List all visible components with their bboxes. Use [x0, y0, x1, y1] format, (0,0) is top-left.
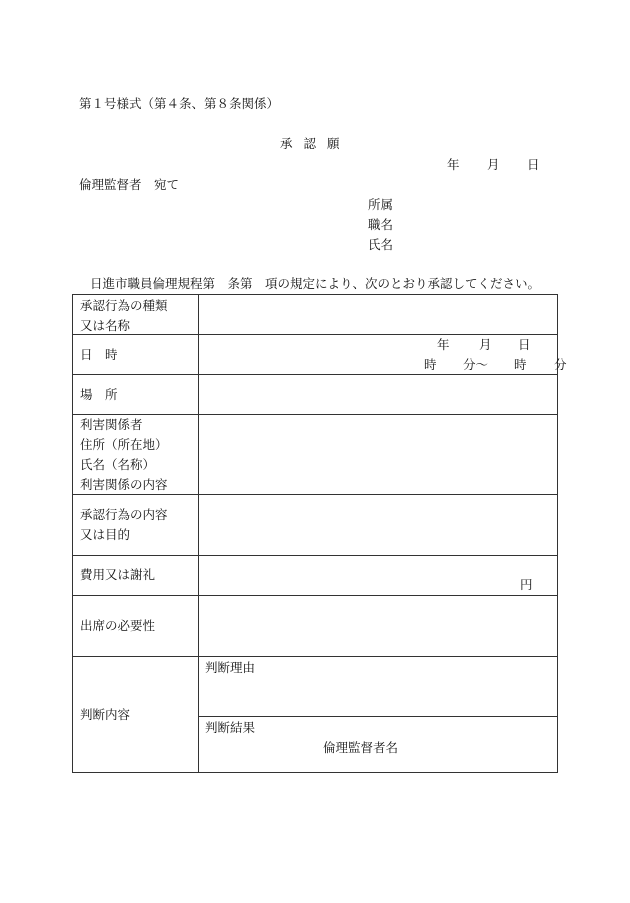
row-judgment-reason — [73, 657, 558, 717]
place-label: 場 所 — [80, 387, 118, 402]
label-line: 承認行為の内容 — [80, 507, 168, 522]
label-line: 利害関係者 — [80, 417, 143, 432]
applicant-position-label: 職名 — [368, 217, 394, 232]
label-line: 又は目的 — [80, 527, 131, 542]
datetime-label: 日 時 — [80, 347, 118, 362]
label-line: 住所（所在地） — [80, 437, 168, 452]
yen-unit: 円 — [520, 577, 533, 592]
row-expense — [73, 556, 558, 596]
row-place — [73, 375, 558, 415]
activity-purpose-field[interactable] — [199, 495, 558, 556]
row-datetime — [73, 335, 558, 375]
date-day-label: 日 — [527, 157, 540, 172]
place-field[interactable] — [199, 375, 558, 415]
date-month-label: 月 — [487, 157, 500, 172]
date-year-label: 年 — [447, 157, 460, 172]
label-cell — [73, 415, 199, 495]
label-line: 又は名称 — [80, 318, 131, 333]
label-line: 利害関係の内容 — [80, 477, 168, 492]
datetime-start-hour: 時 — [424, 357, 437, 372]
label-cell — [73, 556, 199, 596]
label-cell — [73, 596, 199, 657]
expense-field[interactable] — [199, 556, 558, 596]
datetime-field[interactable] — [199, 335, 567, 375]
addressee: 倫理監督者 宛て — [79, 177, 180, 192]
applicant-name-label: 氏名 — [368, 237, 394, 252]
judgment-result-field[interactable] — [199, 717, 558, 773]
approval-form-table — [72, 294, 567, 773]
judgment-reason-field[interactable] — [199, 657, 558, 717]
form-number-label: 第１号様式（第４条、第８条関係） — [79, 96, 280, 111]
document-title: 承認願 — [280, 136, 351, 151]
judgment-label: 判断内容 — [80, 707, 131, 722]
judgment-reason-label: 判断理由 — [205, 660, 256, 675]
necessity-label: 出席の必要性 — [80, 618, 156, 633]
label-cell — [73, 375, 199, 415]
row-interested-party — [73, 415, 558, 495]
datetime-start-minute: 分～ — [463, 357, 489, 372]
datetime-day: 日 — [518, 337, 531, 352]
label-line: 氏名（名称） — [80, 457, 156, 472]
row-necessity — [73, 596, 558, 657]
datetime-month: 月 — [479, 337, 492, 352]
label-cell — [73, 495, 199, 556]
activity-type-field[interactable] — [199, 295, 558, 335]
datetime-end-hour: 時 — [514, 357, 527, 372]
label-cell — [73, 335, 199, 375]
judgment-result-label: 判断結果 — [205, 720, 256, 735]
row-activity-type — [73, 295, 558, 335]
applicant-affiliation-label: 所属 — [368, 197, 394, 212]
interested-party-field[interactable] — [199, 415, 558, 495]
necessity-field[interactable] — [199, 596, 558, 657]
row-activity-purpose — [73, 495, 558, 556]
expense-label: 費用又は謝礼 — [80, 567, 156, 582]
label-cell — [73, 295, 199, 335]
datetime-year: 年 — [437, 337, 450, 352]
supervisor-name-label: 倫理監督者名 — [323, 740, 399, 755]
datetime-end-minute: 分 — [554, 357, 567, 372]
label-cell — [73, 657, 199, 773]
label-line: 承認行為の種類 — [80, 298, 168, 313]
intro-statement: 日進市職員倫理規程第 条第 項の規定により、次のとおり承認してください。 — [90, 276, 541, 291]
